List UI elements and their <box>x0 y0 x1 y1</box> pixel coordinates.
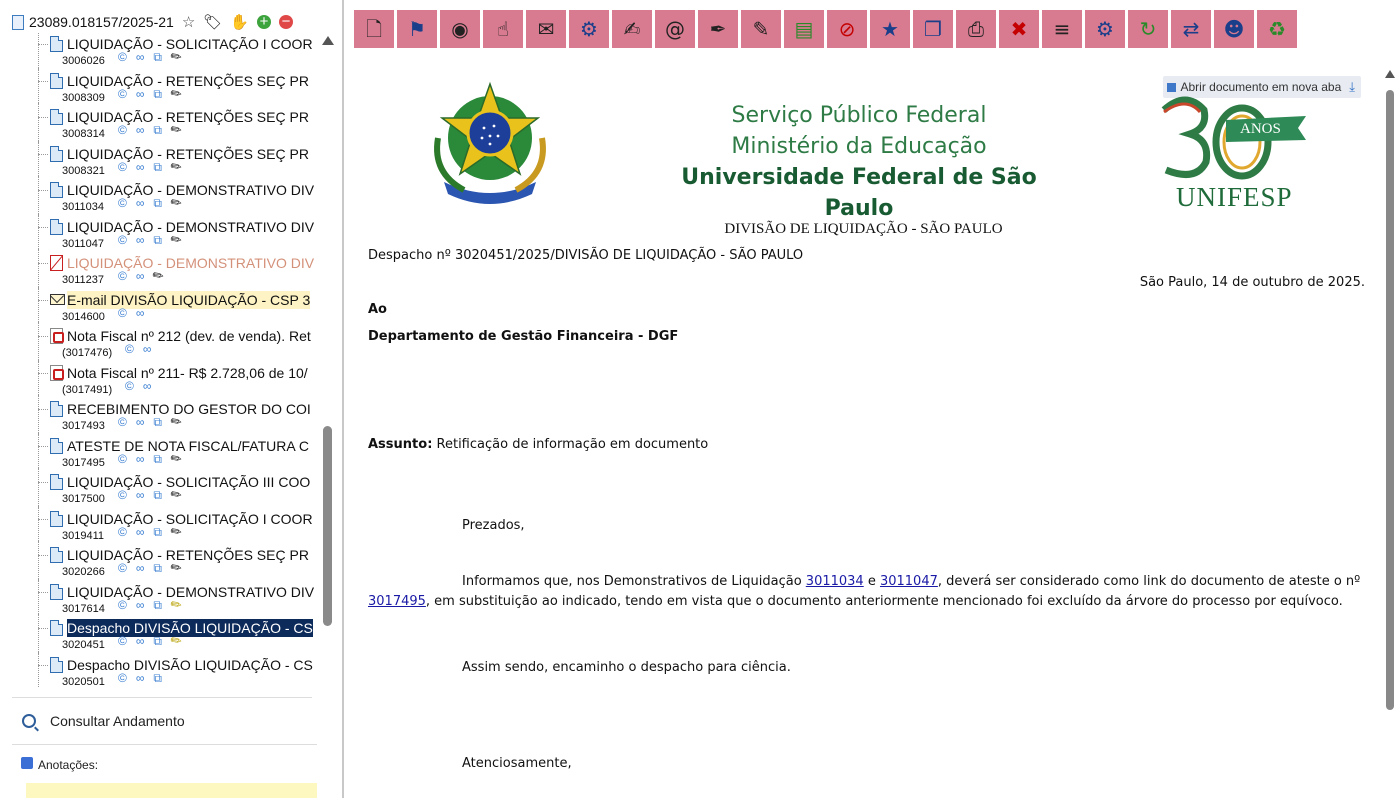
link-icon[interactable]: ∞ <box>142 378 152 393</box>
document-toolbar <box>354 10 1300 48</box>
tree-item-label[interactable]: LIQUIDAÇÃO - RETENÇÕES SEÇ PR <box>67 109 309 125</box>
star-icon[interactable]: ☆ <box>181 14 196 31</box>
tree-item[interactable] <box>0 436 318 472</box>
books-icon: ▤ <box>794 17 814 41</box>
copy-icon[interactable]: ⧉ <box>153 634 162 648</box>
link-icon[interactable]: ∞ <box>135 232 145 247</box>
tree-item-label[interactable]: ATESTE DE NOTA FISCAL/FATURA C <box>67 437 309 454</box>
signature-pen-icon[interactable]: ✎ <box>167 83 185 103</box>
division-heading: DIVISÃO DE LIQUIDAÇÃO - SÃO PAULO <box>724 221 1003 237</box>
signature-pen-icon[interactable]: ✎ <box>167 558 185 577</box>
toolbar-button-email-link[interactable] <box>655 10 695 48</box>
collapse-all-icon[interactable]: − <box>279 15 293 29</box>
signature-pen-icon[interactable]: ✎ <box>149 266 168 285</box>
tree-item-label[interactable]: Despacho DIVISÃO LIQUIDAÇÃO - CS <box>67 620 313 636</box>
process-header <box>12 12 293 32</box>
para1-text-a: Informamos que, nos Demonstrativos de Liquidação <box>462 574 806 589</box>
to-label: Ao <box>368 302 387 317</box>
settings-icon: ⚙ <box>1096 17 1114 41</box>
tree-item[interactable] <box>0 363 318 399</box>
toolbar-button-cancel[interactable] <box>827 10 867 48</box>
document-icon <box>50 584 63 600</box>
tree-connector <box>38 300 48 301</box>
tree-scrollbar[interactable] <box>320 36 336 686</box>
signature-pen-icon[interactable]: ✎ <box>167 448 185 468</box>
link-3011047[interactable]: 3011047 <box>879 574 938 589</box>
copyright-icon[interactable]: © <box>118 451 127 466</box>
copy-icon[interactable]: ⧉ <box>153 50 162 64</box>
tree-connector <box>38 359 39 399</box>
unifesp-30-anos-logo <box>1156 90 1316 210</box>
document-icon <box>50 511 63 527</box>
tree-item-actions <box>118 521 191 541</box>
copyright-icon[interactable]: © <box>118 50 127 64</box>
tree-item-number: 3020451 <box>62 639 105 651</box>
copyright-icon[interactable]: © <box>118 159 127 174</box>
tree-connector <box>38 373 48 374</box>
tree-item-actions <box>118 193 191 212</box>
tree-item[interactable] <box>0 34 318 70</box>
copy-icon[interactable]: ⧉ <box>153 597 162 612</box>
signature-pen-icon[interactable]: ✎ <box>167 485 185 504</box>
greeting: Prezados, <box>462 518 525 533</box>
copy-icon[interactable]: ⧉ <box>153 524 162 539</box>
subject-line <box>368 437 708 452</box>
toolbar-button-related[interactable] <box>1042 10 1082 48</box>
tree-item-actions <box>118 412 191 431</box>
note-icon <box>21 757 33 769</box>
tree-connector <box>38 578 39 618</box>
document-icon <box>50 620 63 636</box>
open-new-tab-label: Abrir documento em nova aba <box>1180 80 1342 94</box>
assign-hand-icon[interactable]: ✋ <box>230 14 249 31</box>
tree-item[interactable] <box>0 253 318 289</box>
consult-progress-label: Consultar Andamento <box>50 713 185 729</box>
tree-item-number: 3019411 <box>62 529 105 542</box>
header-line-3: Universidade Federal de São Paulo <box>681 165 1037 221</box>
tree-connector <box>38 263 48 264</box>
document-scrollbar[interactable] <box>1385 60 1395 798</box>
tree-item-label[interactable]: LIQUIDAÇÃO - DEMONSTRATIVO DIV <box>67 218 315 235</box>
link-icon[interactable]: ∞ <box>135 50 145 64</box>
process-tree-panel <box>0 0 343 798</box>
link-icon[interactable]: ∞ <box>135 196 145 210</box>
copyright-icon[interactable]: © <box>125 378 134 393</box>
toolbar-button-copy[interactable] <box>913 10 953 48</box>
copy-icon[interactable]: ⧉ <box>153 196 162 210</box>
tree-connector <box>38 482 48 483</box>
body-paragraph-1 <box>368 572 1366 612</box>
tree-connector <box>38 592 48 593</box>
copyright-icon[interactable]: © <box>118 524 127 539</box>
toolbar-button-send-process[interactable] <box>397 10 437 48</box>
link-icon[interactable]: ∞ <box>135 415 145 429</box>
tree-item-number: 3011034 <box>62 201 105 213</box>
email-link-icon: @ <box>665 17 685 41</box>
tree-item-number: (3017476) <box>62 347 113 359</box>
tree-item-actions <box>118 306 153 320</box>
tree-connector <box>38 651 39 689</box>
canceled-document-icon <box>50 255 63 271</box>
document-icon <box>50 109 63 125</box>
copyright-icon[interactable]: © <box>118 597 127 612</box>
document-icon <box>50 438 63 454</box>
tree-connector <box>38 227 48 228</box>
tree-connector <box>38 395 39 435</box>
tree-item-label[interactable]: RECEBIMENTO DO GESTOR DO COI <box>67 401 311 417</box>
notes-box[interactable] <box>26 783 317 798</box>
tree-connector <box>38 117 48 118</box>
tree-connector <box>38 213 39 253</box>
tree-item[interactable] <box>0 180 318 216</box>
tag-icon[interactable]: 🏷 <box>203 14 223 31</box>
copyright-icon[interactable]: © <box>118 196 127 210</box>
copyright-icon[interactable]: © <box>118 561 127 575</box>
para1-text-b: e <box>863 574 880 589</box>
copyright-icon[interactable]: © <box>118 305 127 320</box>
coat-of-arms-image <box>424 78 556 212</box>
toolbar-button-send-email[interactable] <box>569 10 609 48</box>
tree-item-number: 3008309 <box>62 91 105 104</box>
tree-item[interactable] <box>0 655 318 689</box>
consult-progress-link[interactable] <box>12 697 312 744</box>
tree-connector <box>38 628 48 629</box>
remove-icon: ✖ <box>1010 17 1028 41</box>
signature-pen-icon[interactable]: ✎ <box>167 156 185 176</box>
link-icon[interactable]: ∞ <box>142 342 152 356</box>
link-icon[interactable]: ∞ <box>135 561 145 575</box>
tree-item-actions <box>125 379 160 393</box>
subject-text: Retificação de informação em documento <box>436 437 709 452</box>
tree-item[interactable] <box>0 618 318 654</box>
copy-icon[interactable]: ⧉ <box>153 232 162 247</box>
copyright-icon[interactable]: © <box>118 269 127 283</box>
toolbar-button-recycle[interactable] <box>1257 10 1297 48</box>
tree-item-number: 3020501 <box>62 675 105 688</box>
tree-item-label[interactable]: LIQUIDAÇÃO - RETENÇÕES SEÇ PR <box>67 145 309 162</box>
link-icon[interactable]: ∞ <box>135 305 145 320</box>
document-icon <box>50 657 63 673</box>
related-icon: ≡ <box>1053 17 1071 41</box>
tree-item-number: 3017614 <box>62 602 105 615</box>
toolbar-button-new-document[interactable] <box>354 10 394 48</box>
document-icon <box>50 146 63 162</box>
tree-connector <box>38 336 48 337</box>
copyright-icon[interactable]: © <box>118 670 127 685</box>
versions-icon: ⇄ <box>1182 17 1200 41</box>
institution-header <box>664 100 1054 224</box>
tree-item-number: 3008321 <box>62 164 105 177</box>
tree-connector <box>38 322 39 362</box>
refresh-icon: ↻ <box>1139 17 1157 41</box>
toolbar-button-multi-sign[interactable] <box>741 10 781 48</box>
process-number[interactable]: 23089.018157/2025-21 <box>29 14 174 30</box>
tree-item[interactable] <box>0 107 318 143</box>
tree-item-number: 3011237 <box>62 274 105 286</box>
scroll-thumb[interactable] <box>323 426 332 626</box>
header-line-1: Serviço Público Federal <box>731 103 987 128</box>
tree-connector <box>38 140 39 180</box>
logo-unifesp-text: UNIFESP <box>1176 182 1293 212</box>
link-icon[interactable]: ∞ <box>135 86 145 101</box>
tree-item[interactable] <box>0 472 318 508</box>
link-icon[interactable]: ∞ <box>135 597 145 612</box>
tree-connector <box>38 154 48 155</box>
recycle-icon: ♻ <box>1268 17 1286 41</box>
copyright-icon[interactable]: © <box>118 488 127 502</box>
tree-item-actions <box>118 47 191 66</box>
link-3011034[interactable]: 3011034 <box>805 574 864 589</box>
para1-text-d: , em substituição ao indicado, tendo em vista que o documento anteriormente mencionado foi excluído da árvore do processo por equívoco. <box>425 594 1343 609</box>
tree-connector <box>38 67 39 107</box>
toolbar-button-assign[interactable] <box>483 10 523 48</box>
link-icon[interactable]: ∞ <box>135 451 145 466</box>
tree-item-actions <box>118 229 191 249</box>
toolbar-button-sign-document[interactable] <box>526 10 566 48</box>
toolbar-button-refresh[interactable] <box>1128 10 1168 48</box>
link-icon[interactable]: ∞ <box>135 634 145 648</box>
tree-connector <box>38 505 39 545</box>
tree-item-label[interactable]: LIQUIDAÇÃO - RETENÇÕES SEÇ PR <box>67 547 309 563</box>
doc-scroll-up-arrow-icon[interactable] <box>1385 70 1395 78</box>
copy-icon[interactable]: ⧉ <box>153 488 162 502</box>
toolbar-button-edit-content[interactable] <box>612 10 652 48</box>
document-icon <box>50 36 63 52</box>
copy-icon: ❐ <box>924 17 942 41</box>
tree-item-actions <box>118 594 191 614</box>
tree-item-label[interactable]: E-mail DIVISÃO LIQUIDAÇÃO - CSP 3 <box>67 291 311 308</box>
send-email-icon: ⚙ <box>580 17 598 41</box>
toolbar-button-versions[interactable] <box>1171 10 1211 48</box>
document-icon <box>50 73 63 89</box>
tree-item-actions <box>118 631 191 650</box>
tree-item[interactable] <box>0 290 318 326</box>
tree-item-label[interactable]: Despacho DIVISÃO LIQUIDAÇÃO - CS <box>67 656 313 673</box>
tree-item-label[interactable]: LIQUIDAÇÃO - DEMONSTRATIVO DIV <box>67 255 315 271</box>
tree-item[interactable] <box>0 217 318 253</box>
tree-connector <box>38 190 48 191</box>
tree-connector <box>38 44 48 45</box>
copyright-icon[interactable]: © <box>118 415 127 429</box>
link-icon[interactable]: ∞ <box>135 123 145 137</box>
tree-item-actions <box>118 671 171 685</box>
tree-item[interactable] <box>0 71 318 107</box>
view-icon: ◉ <box>451 17 469 41</box>
signature-pen-icon[interactable]: ✎ <box>167 631 185 650</box>
link-icon[interactable]: ∞ <box>135 524 145 539</box>
assign-icon: ☝ <box>496 17 510 41</box>
tree-connector <box>38 32 39 70</box>
link-icon[interactable]: ∞ <box>135 488 145 502</box>
tree-connector <box>38 286 39 326</box>
tree-item[interactable] <box>0 545 318 581</box>
cancel-icon: ⊘ <box>838 17 856 41</box>
doc-scroll-thumb[interactable] <box>1386 90 1394 710</box>
copy-icon[interactable]: ⧉ <box>153 123 162 137</box>
tree-item-number: 3011047 <box>62 237 105 250</box>
copy-icon[interactable]: ⧉ <box>153 159 162 174</box>
tree-connector <box>38 176 39 216</box>
tree-item-number: 3008314 <box>62 128 105 140</box>
tree-connector <box>38 541 39 581</box>
tree-connector <box>38 249 39 289</box>
model-icon: ★ <box>881 17 899 41</box>
subject-label: Assunto: <box>368 437 433 452</box>
copyright-icon[interactable]: © <box>118 123 127 137</box>
recipient: Departamento de Gestão Financeira - DGF <box>368 329 679 344</box>
tree-item-number: 3020266 <box>62 566 105 578</box>
new-document-icon: 🗋 <box>365 17 383 41</box>
tree-item-label[interactable]: LIQUIDAÇÃO - SOLICITAÇÃO I COOR <box>67 510 313 527</box>
multi-sign-icon: ✎ <box>752 17 770 41</box>
tree-item-number: 3017500 <box>62 493 105 505</box>
copy-icon[interactable]: ⧉ <box>153 561 162 575</box>
tree-item-label[interactable]: LIQUIDAÇÃO - SOLICITAÇÃO I COOR <box>67 36 313 52</box>
signature-pen-icon[interactable]: ✎ <box>167 521 185 541</box>
toolbar-button-view[interactable] <box>440 10 480 48</box>
tree-item-label[interactable]: LIQUIDAÇÃO - DEMONSTRATIVO DIV <box>67 583 315 600</box>
despacho-number: Despacho nº 3020451/2025/DIVISÃO DE LIQUIDAÇÃO - SÃO PAULO <box>368 248 804 263</box>
scroll-up-arrow-icon[interactable] <box>322 36 334 45</box>
closing: Atenciosamente, <box>462 756 572 771</box>
tree-item[interactable] <box>0 144 318 180</box>
tree-connector <box>38 519 48 520</box>
copyright-icon[interactable]: © <box>125 342 134 356</box>
document-icon <box>50 182 63 198</box>
tree-item-label[interactable]: Nota Fiscal nº 212 (dev. de venda). Ret <box>67 328 311 344</box>
document-viewer <box>344 60 1383 798</box>
tree-item[interactable] <box>0 509 318 545</box>
tree-item-number: (3017491) <box>62 383 113 396</box>
document-icon <box>50 474 63 490</box>
notes-label: Anotações: <box>38 758 99 772</box>
tree-connector <box>38 81 48 82</box>
link-icon[interactable]: ∞ <box>135 269 145 283</box>
link-icon[interactable]: ∞ <box>135 670 145 685</box>
document-icon <box>50 219 63 235</box>
email-icon <box>50 294 65 305</box>
process-icon <box>12 15 24 30</box>
tree-item-actions <box>118 485 191 504</box>
copy-icon[interactable]: ⧉ <box>153 415 162 429</box>
download-icon[interactable]: ⤓ <box>1349 79 1355 94</box>
signature-pen-icon[interactable]: ✎ <box>167 229 185 249</box>
signature-pen-icon[interactable]: ✎ <box>167 193 185 212</box>
tree-connector <box>38 446 48 447</box>
signature-pen-icon[interactable]: ✎ <box>167 120 185 139</box>
sign-document-icon: ✉ <box>537 17 555 41</box>
document-tree <box>0 32 318 688</box>
signature-pen-icon[interactable]: ✎ <box>167 412 185 431</box>
tree-item[interactable] <box>0 582 318 618</box>
tree-item-number: 3014600 <box>62 310 105 323</box>
tree-item[interactable] <box>0 399 318 435</box>
toolbar-button-books[interactable] <box>784 10 824 48</box>
tree-connector <box>38 103 39 143</box>
tree-connector <box>38 614 39 654</box>
expand-all-icon[interactable]: + <box>257 15 271 29</box>
tree-connector <box>38 432 39 472</box>
document-icon <box>50 547 63 563</box>
date-line: São Paulo, 14 de outubro de 2025. <box>1139 275 1365 290</box>
tree-item-actions <box>118 558 191 577</box>
tree-item-number: 3017495 <box>62 456 105 469</box>
tree-connector <box>38 555 48 556</box>
pdf-icon <box>50 328 63 344</box>
copyright-icon[interactable]: © <box>118 232 127 247</box>
tree-item-label[interactable]: Nota Fiscal nº 211- R$ 2.728,06 de 10/ <box>67 364 308 381</box>
print-icon: ⎙ <box>968 17 984 41</box>
copy-icon[interactable]: ⧉ <box>153 670 162 685</box>
tree-item[interactable] <box>0 326 318 362</box>
signature-pen-icon[interactable]: ✎ <box>167 594 185 614</box>
tree-item-actions <box>118 156 191 176</box>
signature-pen-icon[interactable]: ✎ <box>167 47 185 66</box>
thirty-logo-graphic <box>1156 90 1316 185</box>
tree-item-actions <box>118 83 191 103</box>
tree-item-label[interactable]: LIQUIDAÇÃO - DEMONSTRATIVO DIV <box>67 182 315 198</box>
pdf-icon <box>50 365 63 381</box>
link-3017495[interactable]: 3017495 <box>368 594 426 609</box>
tree-item-number: 3006026 <box>62 55 105 67</box>
toolbar-button-settings[interactable] <box>1085 10 1125 48</box>
send-process-icon: ⚑ <box>408 17 426 41</box>
tree-item-actions <box>118 120 191 139</box>
search-icon <box>22 714 36 728</box>
copy-icon[interactable]: ⧉ <box>153 86 162 101</box>
tree-connector <box>38 468 39 508</box>
copy-icon[interactable]: ⧉ <box>153 451 162 466</box>
tree-connector <box>38 409 48 410</box>
sign-icon: ✒ <box>709 17 727 41</box>
tree-connector <box>38 665 48 666</box>
tree-item-actions <box>118 448 191 468</box>
link-icon[interactable]: ∞ <box>135 159 145 174</box>
toolbar-button-sign[interactable] <box>698 10 738 48</box>
copyright-icon[interactable]: © <box>118 634 127 648</box>
edit-content-icon: ✍ <box>623 17 641 41</box>
logo-anos-text: ANOS <box>1240 121 1281 137</box>
body-paragraph-2: Assim sendo, encaminho o despacho para ciência. <box>462 660 791 675</box>
tree-item-label[interactable]: LIQUIDAÇÃO - SOLICITAÇÃO III COO <box>67 474 311 490</box>
header-line-2: Ministério da Educação <box>731 134 987 159</box>
tree-item-actions <box>118 266 173 285</box>
tree-item-number: 3017493 <box>62 420 105 432</box>
notes-section <box>12 744 317 798</box>
tree-item-label[interactable]: LIQUIDAÇÃO - RETENÇÕES SEÇ PR <box>67 72 309 89</box>
toolbar-button-remove[interactable] <box>999 10 1039 48</box>
toolbar-button-robot[interactable] <box>1214 10 1254 48</box>
para1-text-c: , deverá ser considerado como link do documento de ateste o nº <box>937 574 1361 589</box>
copyright-icon[interactable]: © <box>118 86 127 101</box>
document-icon <box>50 401 63 417</box>
toolbar-button-print[interactable] <box>956 10 996 48</box>
tree-item-actions <box>125 342 160 356</box>
robot-icon: ☻ <box>1223 17 1245 41</box>
toolbar-button-model[interactable] <box>870 10 910 48</box>
